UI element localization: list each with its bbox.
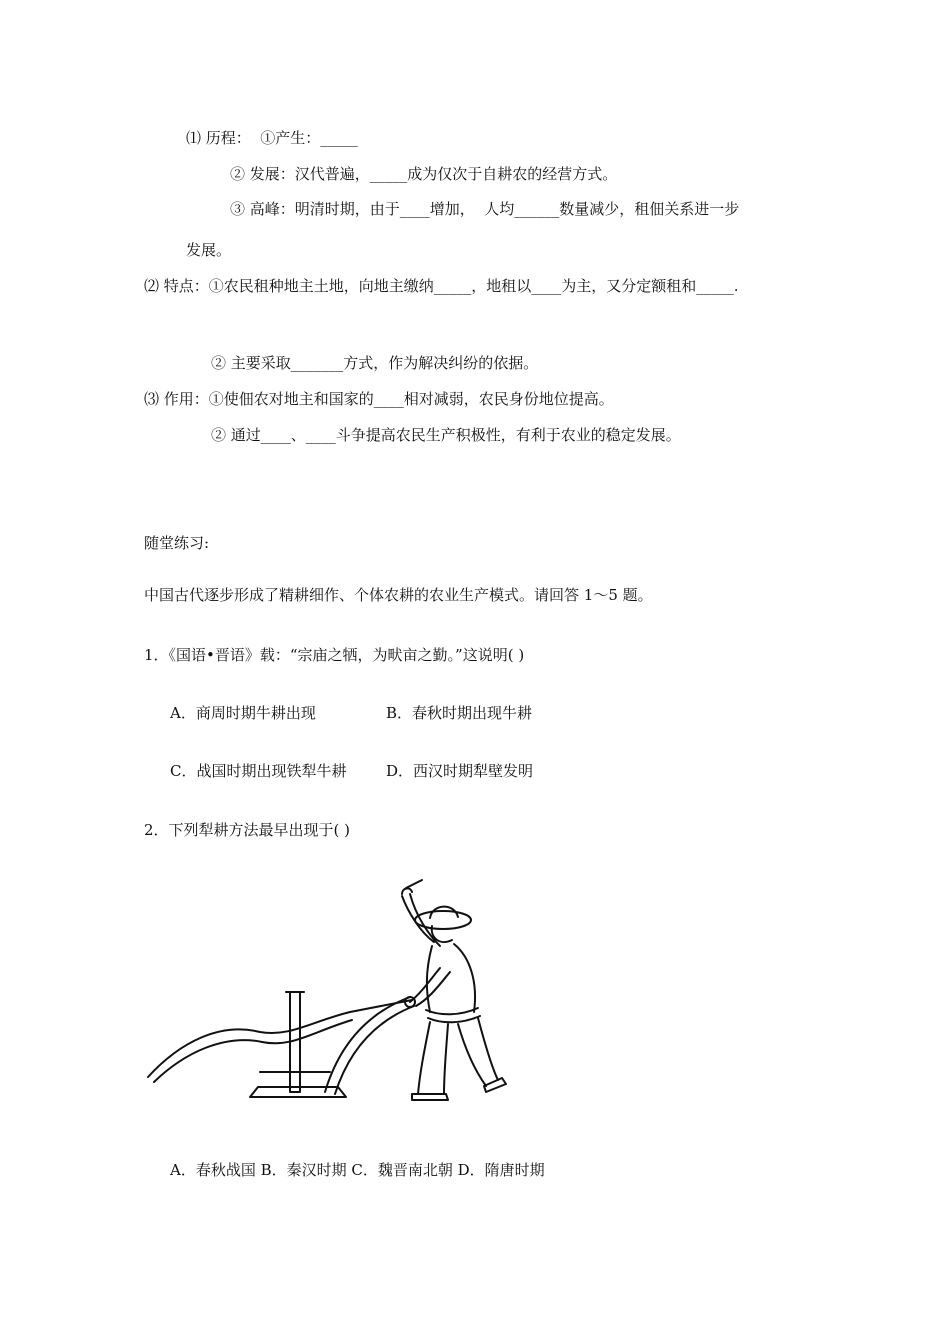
question-1-option-c: C．战国时期出现铁犁牛耕 xyxy=(170,762,347,780)
features-line-2: ② 主要采取_______方式，作为解决纠纷的依据。 xyxy=(211,354,539,372)
practice-intro: 中国古代逐步形成了精耕细作、个体农耕的农业生产模式。请回答 1～5 题。 xyxy=(144,586,653,604)
plowing-farmer-illustration xyxy=(140,872,510,1112)
question-2-stem: 2．下列犁耕方法最早出现于( ) xyxy=(144,821,351,839)
question-1-option-d: D．西汉时期犁壁发明 xyxy=(386,762,534,780)
history-line-2: ② 发展：汉代普遍，_____成为仅次于自耕农的经营方式。 xyxy=(230,165,618,183)
practice-heading: 随堂练习: xyxy=(144,534,210,552)
question-1-option-b: B．春秋时期出现牛耕 xyxy=(386,704,533,722)
features-line-1: ⑵ 特点：①农民租种地主土地，向地主缴纳_____，地租以____为主，又分定额租和_____. xyxy=(144,277,739,295)
question-2-options: A．春秋战国 B．秦汉时期 C．魏晋南北朝 D．隋唐时期 xyxy=(170,1161,545,1179)
question-1-stem: 1．《国语•晋语》载：“宗庙之牺，为畎亩之勤。”这说明( ) xyxy=(144,646,525,664)
history-line-4: 发展。 xyxy=(186,241,232,259)
effects-line-2: ② 通过____、____斗争提高农民生产积极性，有利于农业的稳定发展。 xyxy=(211,426,681,444)
history-line-3: ③ 高峰：明清时期，由于____增加， 人均______数量减少，租佃关系进一步 xyxy=(230,200,740,218)
history-line-1: ⑴ 历程： ①产生：_____ xyxy=(186,129,358,147)
question-1-option-a: A．商周时期牛耕出现 xyxy=(170,704,316,722)
effects-line-1: ⑶ 作用：①使佃农对地主和国家的____相对减弱，农民身份地位提高。 xyxy=(144,390,614,408)
